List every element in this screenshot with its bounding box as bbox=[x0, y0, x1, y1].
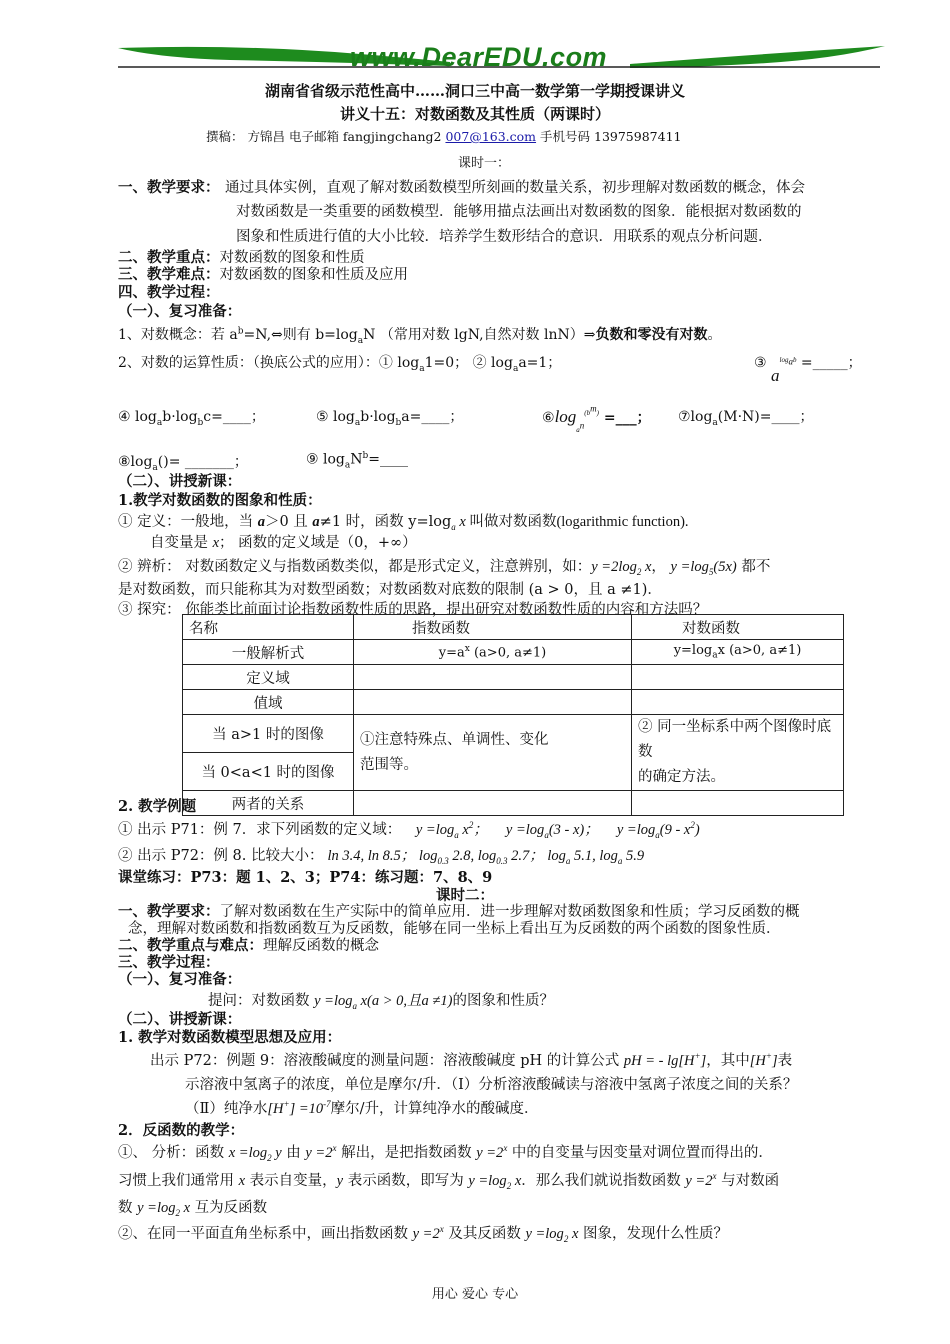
text: ② 辨析： 对数函数定义与指数函数类似，都是形式定义，注意辨别，如： bbox=[118, 559, 592, 575]
table-row bbox=[183, 791, 844, 816]
definition-line bbox=[118, 510, 689, 532]
row-label: 定义域 bbox=[183, 665, 354, 690]
sup: b bbox=[237, 326, 244, 337]
example-formula-1: $y =2\log_2$ x bbox=[591, 559, 652, 577]
sup: x bbox=[464, 643, 470, 654]
table-header: 名称 bbox=[183, 615, 354, 640]
text: 解出，是把指数函数 bbox=[336, 1145, 477, 1161]
var-x: x bbox=[212, 535, 220, 551]
difficulty-text: 对数函数的图象和性质及应用 bbox=[219, 267, 408, 283]
text: (M·N)=____； bbox=[717, 409, 814, 425]
text: 2.7； log bbox=[511, 848, 566, 864]
blank: =___； bbox=[598, 409, 651, 426]
focus-label: 二、教学重点： bbox=[118, 249, 220, 266]
ph-line-1 bbox=[150, 1049, 792, 1070]
text: 及其反函数 bbox=[443, 1226, 526, 1242]
ops-line-1 bbox=[118, 352, 561, 374]
phone-text: 手机号码 13975987411 bbox=[536, 129, 682, 144]
text: 5.9 bbox=[626, 848, 645, 864]
table-row bbox=[183, 715, 844, 753]
review-label: （一）、复习准备： bbox=[118, 303, 242, 320]
formula-h: [H+] bbox=[749, 1051, 778, 1069]
req-line: 图象和性质进行值的大小比较．培养学生数形结合的意识．用联系的观点分析问题． bbox=[236, 229, 773, 245]
table-cell bbox=[354, 791, 632, 816]
ops-5 bbox=[316, 406, 463, 428]
bold-note: 负数和零没有对数 bbox=[595, 327, 708, 343]
lesson2-process-label: 三、教学过程： bbox=[118, 954, 220, 971]
sub: a bbox=[419, 363, 425, 374]
row-label: 当 a>1 时的图像 bbox=[183, 715, 354, 753]
row-label: 当 0<a<1 时的图像 bbox=[183, 753, 354, 791]
text: ④ log bbox=[118, 409, 157, 425]
table-cell bbox=[632, 640, 844, 665]
example-8-line bbox=[118, 844, 644, 866]
table-row bbox=[183, 640, 844, 665]
sub: a bbox=[512, 363, 519, 374]
text: 由 bbox=[281, 1145, 306, 1161]
table-row bbox=[183, 615, 844, 640]
formula: $y =2^x$ bbox=[412, 1224, 444, 1242]
text: 2.8, log bbox=[452, 848, 497, 864]
table-row bbox=[183, 665, 844, 690]
text: 互为反函数 bbox=[190, 1200, 268, 1216]
text: 中的自变量与因变量对调位置而得出的． bbox=[507, 1145, 773, 1161]
section1-title: 1.教学对数函数的图象和性质： bbox=[118, 492, 322, 509]
text: 出示 P72：例题 9：溶液酸碱度的测量问题：溶液酸碱度 pH 的计算公式 bbox=[150, 1053, 624, 1069]
analysis-line-1: ② 辨析： 对数函数定义与指数函数类似，都是形式定义，注意辨别，如：$y =2\log_2$ x， $y =\log_5(5x)$ 都不 bbox=[118, 559, 771, 577]
text: =____ bbox=[368, 451, 408, 468]
inverse-line-3 bbox=[118, 1196, 267, 1218]
table-row bbox=[183, 690, 844, 715]
formula-ph: pH = - lg[H+] bbox=[623, 1051, 707, 1069]
text: （Ⅱ）纯净水 bbox=[185, 1101, 268, 1117]
sub: b bbox=[395, 417, 402, 428]
sub: a bbox=[354, 417, 361, 428]
sub: a bbox=[344, 460, 351, 471]
sub: a bbox=[357, 335, 364, 346]
inverse-line-4 bbox=[118, 1222, 728, 1244]
page-title: 讲义十五：对数函数及其性质（两课时） bbox=[339, 105, 610, 123]
ops-6 bbox=[542, 404, 651, 435]
inverse-line-2 bbox=[118, 1169, 779, 1191]
table-cell bbox=[354, 715, 632, 791]
formula: $y =\log_2$ x bbox=[525, 1226, 579, 1244]
text: 提问：对数函数 bbox=[208, 993, 315, 1009]
text: ③ bbox=[754, 355, 767, 371]
lesson2-section2-title: 2．反函数的教学： bbox=[118, 1122, 245, 1139]
text: 5.1, log bbox=[574, 848, 618, 864]
text: ① 定义：一般地，当 bbox=[118, 514, 258, 530]
formula: $x =\log_2$ y bbox=[228, 1145, 282, 1163]
text: 的图象和性质？ bbox=[452, 993, 554, 1009]
table-cell bbox=[354, 640, 632, 665]
sub: b bbox=[197, 417, 204, 428]
text: b·log bbox=[162, 409, 198, 425]
text: a=____； bbox=[401, 409, 464, 425]
text: 表 bbox=[777, 1053, 793, 1069]
req-line: 通过具体实例，直观了解对数函数模型所刻画的数量关系，初步理解对数函数的概念，体会 bbox=[225, 180, 805, 196]
example-7-line bbox=[118, 818, 700, 840]
req-label: 一、教学要求： bbox=[118, 903, 220, 920]
text: ln 3.4, ln 8.5； log bbox=[327, 848, 438, 864]
text: 叫做对数函数(logarithmic function). bbox=[465, 514, 689, 530]
text: ⑦log bbox=[678, 409, 713, 425]
inverse-line-1 bbox=[118, 1141, 773, 1163]
formula-a-power-log: $a^{log_ab}$ bbox=[771, 356, 797, 385]
sub: a bbox=[156, 417, 163, 428]
practice-line: 课堂练习：P73：题 1、2、3；P74：练习题：7、8、9 bbox=[118, 869, 493, 886]
text: N （常用对数 lgN,自然对数 lnN）⇒ bbox=[363, 327, 596, 343]
sub: a bbox=[712, 417, 718, 428]
text: x (a>0, a≠1) bbox=[717, 643, 802, 659]
text: ①注意特殊点、单调性、变化 bbox=[360, 731, 549, 748]
domain-line bbox=[150, 531, 417, 552]
sub: a bbox=[152, 462, 158, 473]
formula: $y =\log_2$ x bbox=[137, 1200, 191, 1218]
var-a: a bbox=[312, 514, 320, 530]
lesson2-new-label: （二）、讲授新课： bbox=[118, 1011, 242, 1028]
blank: =_____； bbox=[796, 355, 862, 371]
row-label: 一般解析式 bbox=[183, 640, 354, 665]
text: ≠1 时，函数 y=log bbox=[319, 514, 452, 530]
lesson2-section1-title: 1. 教学对数函数模型思想及应用： bbox=[118, 1029, 342, 1046]
sup: b bbox=[362, 451, 369, 461]
sub: a bbox=[712, 650, 718, 661]
table-cell bbox=[632, 791, 844, 816]
example-formula-2: $y =\log_5(5x)$ bbox=[670, 559, 737, 577]
author-text: 撰稿： 方锦昌 电子邮箱 fangjingchang2 bbox=[206, 129, 446, 144]
text: (a>0, a≠1) bbox=[469, 645, 547, 661]
text: =N,⇔则有 b=log bbox=[243, 327, 358, 343]
text: 表示自变量， bbox=[245, 1173, 337, 1189]
text: ①、 分析：函数 bbox=[118, 1145, 229, 1161]
text: y =log bbox=[670, 559, 709, 575]
row-label: 两者的关系 bbox=[183, 791, 354, 816]
table-cell bbox=[632, 690, 844, 715]
table-cell bbox=[354, 690, 632, 715]
formula-ex8: ln 3.4, ln 8.5； $\log_{0.3} 2.8$, $\log_{0.3} 2.7$； $\log_a 5.1$, $\log_a 5.9$ bbox=[327, 848, 645, 866]
review-question bbox=[208, 989, 554, 1011]
text: ⑨ log bbox=[306, 451, 345, 468]
var-x: x bbox=[238, 1173, 246, 1189]
text: 范围等。 bbox=[360, 756, 418, 773]
text: ()= _______； bbox=[157, 454, 248, 470]
text: 自变量是 bbox=[150, 535, 213, 551]
lesson1-heading: 课时一： bbox=[458, 156, 511, 171]
ops-3 bbox=[754, 352, 862, 385]
formula: $y =2^x$ bbox=[476, 1143, 508, 1161]
section2-title: 2. 教学例题 bbox=[118, 798, 197, 815]
school-line: 湖南省省级示范性高中……洞口三中高一数学第一学期授课讲义 bbox=[264, 82, 685, 100]
table-cell bbox=[632, 665, 844, 690]
table-cell bbox=[632, 715, 844, 791]
text: ②、在同一平面直角坐标系中，画出指数函数 bbox=[118, 1226, 413, 1242]
text: N bbox=[350, 451, 363, 468]
ops-7 bbox=[678, 406, 814, 428]
text: c=____； bbox=[203, 409, 265, 425]
table-header: 对数函数 bbox=[632, 615, 844, 640]
new-lesson-label: （二）、讲授新课： bbox=[118, 473, 242, 490]
text: y=a bbox=[438, 645, 465, 661]
text: y =2log bbox=[591, 559, 637, 575]
text: 与对数函 bbox=[716, 1173, 780, 1189]
text: (5x) bbox=[713, 559, 737, 575]
text: 习惯上我们通常用 bbox=[118, 1173, 239, 1189]
footer: 用心 爱心 专心 bbox=[431, 1287, 519, 1302]
text: 理解反函数的概念 bbox=[263, 938, 379, 954]
text: ； 函数的定义域是（0，+∞） bbox=[219, 535, 417, 551]
lesson2-heading: 课时二： bbox=[436, 887, 494, 904]
text: ⑧log bbox=[118, 454, 153, 470]
text: ＞0 且 bbox=[264, 514, 313, 530]
table-cell bbox=[354, 665, 632, 690]
text: b·log bbox=[360, 409, 396, 425]
req-line: 对数函数是一类重要的函数模型．能够用描点法画出对数函数的图象．能根据对数函数的 bbox=[236, 204, 802, 220]
ops-4 bbox=[118, 406, 265, 428]
lesson2-req-line-2: 念，理解对数函数和指数函数互为反函数，能够在同一坐标上看出互为反函数的两个函数的图象性质． bbox=[128, 921, 781, 937]
table-header: 指数函数 bbox=[354, 615, 632, 640]
ops-9 bbox=[306, 451, 408, 470]
text: ① 出示 P71：例 7．求下列函数的定义域： bbox=[118, 822, 402, 838]
text: 表示函数，即写为 bbox=[343, 1173, 469, 1189]
formula-log-def: $y =\log_a$ x(a > 0,且a ≠1) bbox=[314, 993, 453, 1011]
formula: $y =\log_2$ x bbox=[468, 1173, 522, 1191]
text: 数 bbox=[118, 1200, 138, 1216]
var-y: y bbox=[336, 1173, 344, 1189]
text: ，其中 bbox=[706, 1053, 750, 1069]
lesson2-review-label: （一）、复习准备： bbox=[118, 971, 242, 988]
text: 1=0； ② log bbox=[424, 355, 513, 371]
focus-text: 对数函数的图象和性质 bbox=[219, 250, 365, 266]
var-a: a bbox=[257, 514, 265, 530]
ph-line-3 bbox=[185, 1097, 539, 1118]
log-concept-line bbox=[118, 324, 721, 346]
formula: $y =2^x$ bbox=[305, 1143, 337, 1161]
req-label: 一、教学要求： bbox=[118, 179, 220, 196]
analysis-line-2: 是对数函数，而只能称其为对数型函数；对数函数对底数的限制 (a > 0，且 a ≠1)． bbox=[118, 582, 662, 598]
text: ．那么我们就说指数函数 bbox=[521, 1173, 686, 1189]
sub: a bbox=[451, 521, 456, 532]
text: ⑤ log bbox=[316, 409, 355, 425]
formula: $y =2^x$ bbox=[685, 1171, 717, 1189]
ph-line-2: 示溶液中氢离子的浓度，单位是摩尔/升．（Ⅰ）分析溶液酸碱读与溶液中氢离子浓度之间的关系？ bbox=[185, 1077, 798, 1093]
row-label: 值域 bbox=[183, 690, 354, 715]
text: ⑥ bbox=[542, 409, 555, 426]
text: 1、对数概念：若 a bbox=[118, 327, 238, 343]
text: ② 出示 P72：例 8. 比较大小： bbox=[118, 848, 324, 864]
text: ② 同一坐标系中两个图像时底数 bbox=[638, 719, 832, 760]
formula-log-power: $\log_{a^n}^{(b^m)}$ bbox=[554, 404, 599, 435]
text: 。 bbox=[707, 327, 722, 343]
text: 图象，发现什么性质？ bbox=[578, 1226, 728, 1242]
text: 的确定方法。 bbox=[638, 769, 725, 785]
formula-ex7: $y =\log_a$ $x^2$； $y =\log_a(3 - x)$； $y =\log_a(9 - x^2)$ bbox=[415, 820, 700, 840]
text: y=log bbox=[673, 643, 713, 659]
difficulty-label: 三、教学难点： bbox=[118, 266, 220, 283]
text: a=1； bbox=[518, 355, 562, 371]
explore-line: ③ 探究： 你能类比前面讨论指数函数性质的思路，提出研究对数函数性质的内容和方法吗？ bbox=[118, 602, 708, 618]
text: 了解对数函数在生产实际中的简单应用．进一步理解对数函数图象和性质；学习反函数的概 bbox=[219, 904, 800, 920]
text: 摩尔/升，计算纯净水的酸碱度． bbox=[330, 1101, 539, 1117]
process-label: 四、教学过程： bbox=[118, 284, 220, 301]
comparison-table bbox=[182, 614, 844, 816]
site-logo: www.DearEDU.com bbox=[350, 42, 608, 72]
text: 都不 bbox=[736, 559, 771, 575]
text: 2、对数的运算性质：（换底公式的应用）：① log bbox=[118, 355, 420, 371]
email-link[interactable]: 007@163.com bbox=[445, 129, 537, 144]
author-line bbox=[206, 127, 681, 145]
var-x: x bbox=[455, 514, 466, 530]
formula-h-value: $[H^+] =10^{-7}$ bbox=[267, 1099, 331, 1117]
focus-label: 二、教学重点与难点： bbox=[118, 937, 263, 954]
